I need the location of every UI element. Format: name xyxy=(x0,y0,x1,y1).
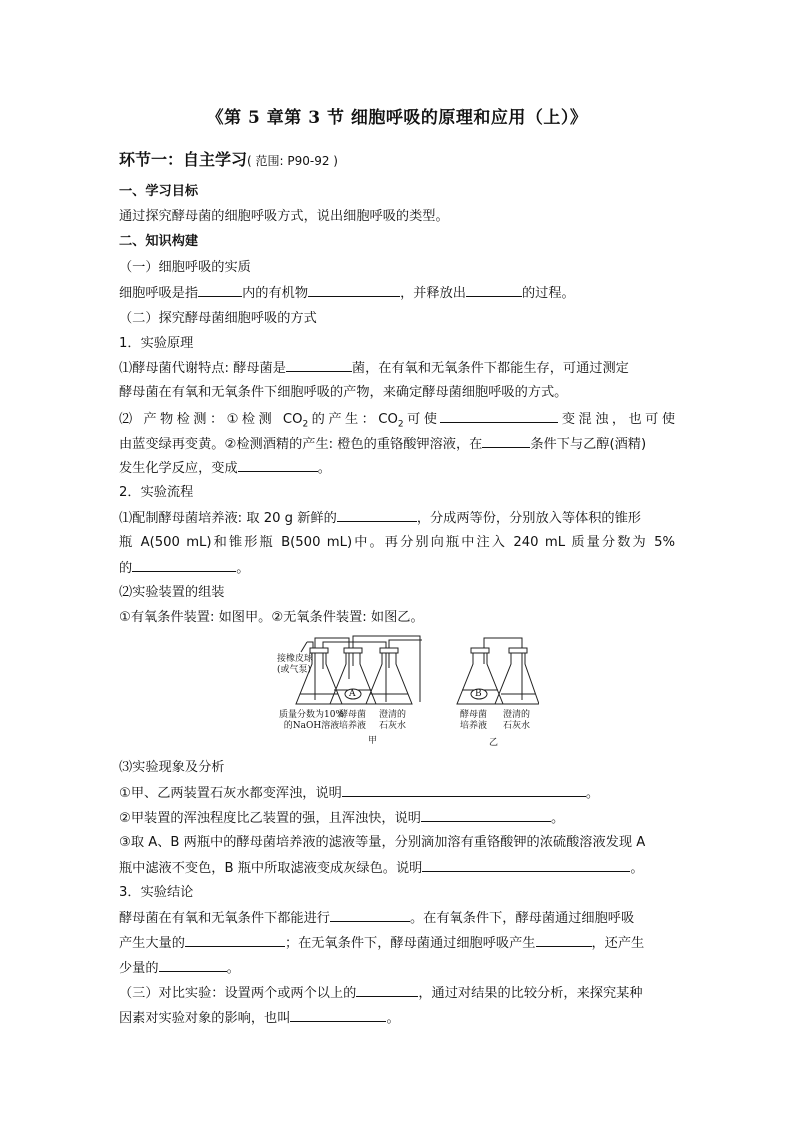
procedure-line-3: 的 。 xyxy=(119,558,249,579)
blank-field[interactable] xyxy=(422,858,630,872)
result-2: ②甲装置的浑浊程度比乙装置的强，且浑浊快，说明 。 xyxy=(119,808,564,829)
blank-field[interactable] xyxy=(482,434,530,448)
blank-field[interactable] xyxy=(185,933,285,947)
conclusion-line-2: 产生大量的 ；在无氧条件下，酵母菌通过细胞呼吸产生 ，还产生 xyxy=(119,933,644,954)
lime-label-2: 澄清的 石灰水 xyxy=(503,710,531,731)
procedure-line-2: 瓶 A(500 mL)和锥形瓶 B(500 mL)中。再分别向瓶中注入 240 mL 质量分数为 5% xyxy=(119,535,675,550)
blank-field[interactable] xyxy=(286,358,352,372)
principle-line-4: 由蓝变绿再变黄。②检测酒精的产生: 橙色的重铬酸钾溶液，在 条件下与乙醇(酒精) xyxy=(119,434,646,455)
blank-field[interactable] xyxy=(536,933,592,947)
section-heading xyxy=(119,147,338,170)
principle-line-2: 酵母菌在有氧和无氧条件下细胞呼吸的产物，来确定酵母菌细胞呼吸的方式。 xyxy=(119,385,568,400)
procedure-heading: 2．实验流程 xyxy=(119,485,194,500)
pump-label: 接橡皮球 (或气泵) xyxy=(277,654,314,675)
figure-yi-label: 乙 xyxy=(489,738,499,748)
objectives-text: 通过探究酵母菌的细胞呼吸方式，说出细胞呼吸的类型。 xyxy=(119,209,449,224)
procedure-line-1: ⑴配制酵母菌培养液: 取 20 g 新鲜的 ，分成两等份，分别放入等体积的锥形 xyxy=(119,508,641,529)
principle-line-3: ⑵ 产物检测：①检测 $CO_2$的产生：$CO_2$可使 变混浊，也可使 xyxy=(119,409,675,435)
blank-field[interactable] xyxy=(421,808,551,822)
page-title: 《第 5 章第 3 节 细胞呼吸的原理和应用（上）》 xyxy=(206,108,588,128)
flask-b-label: B xyxy=(475,689,482,699)
principle-line-1: ⑴酵母菌代谢特点: 酵母菌是 菌，在有氧和无氧条件下都能生存，可通过测定 xyxy=(119,358,629,379)
blank-field[interactable] xyxy=(342,783,586,797)
blank-field[interactable] xyxy=(238,458,318,472)
blank-field[interactable] xyxy=(356,983,418,997)
naoh-label: 质量分数为10% 的NaOH溶液 xyxy=(279,710,345,731)
conclusion-line-3: 少量的 。 xyxy=(119,958,240,979)
blank-field[interactable] xyxy=(132,558,236,572)
procedure-setup: ①有氧条件装置: 如图甲。②无氧条件装置: 如图乙。 xyxy=(119,610,424,625)
yeast-label-a: 酵母菌 培养液 xyxy=(339,710,367,731)
blank-field[interactable] xyxy=(198,283,242,297)
apparatus-figure xyxy=(279,634,539,759)
blank-field[interactable] xyxy=(466,283,522,297)
apparatus-diagram xyxy=(279,634,539,759)
comparison-line-1: （三）对比实验：设置两个或两个以上的 ，通过对结果的比较分析，来探究某种 xyxy=(119,983,643,1004)
subsection-essence-heading: （一）细胞呼吸的实质 xyxy=(119,260,251,275)
knowledge-heading: 二、知识构建 xyxy=(119,234,199,249)
essence-sentence: 细胞呼吸是指 内的有机物 ，并释放出 的过程。 xyxy=(119,283,575,304)
flask-lime-2 xyxy=(495,652,539,704)
comparison-line-2: 因素对实验对象的影响，也叫 。 xyxy=(119,1008,400,1029)
results-heading: ⑶实验现象及分析 xyxy=(119,760,225,775)
section-range: ( 范围: P90-92 ) xyxy=(247,154,338,168)
tube-5 xyxy=(484,638,522,648)
principle-heading: 1．实验原理 xyxy=(119,336,194,351)
result-1: ①甲、乙两装置石灰水都变浑浊，说明 。 xyxy=(119,783,599,804)
procedure-assembly: ⑵实验装置的组装 xyxy=(119,585,225,600)
blank-field[interactable] xyxy=(337,508,417,522)
blank-field[interactable] xyxy=(440,409,558,423)
tube-4 xyxy=(389,640,422,648)
blank-field[interactable] xyxy=(159,958,227,972)
blank-field[interactable] xyxy=(330,908,410,922)
objectives-heading: 一、学习目标 xyxy=(119,184,199,199)
blank-field[interactable] xyxy=(308,283,400,297)
result-3a: ③取 A、B 两瓶中的酵母菌培养液的滤液等量，分别滴加溶有重铬酸钾的浓硫酸溶液发现 A xyxy=(119,835,646,850)
figure-jia-label: 甲 xyxy=(368,736,378,746)
yeast-label-b: 酵母菌 培养液 xyxy=(460,710,488,731)
result-3b: 瓶中滤液不变色，B 瓶中所取滤液变成灰绿色。说明 。 xyxy=(119,858,644,879)
conclusion-heading: 3．实验结论 xyxy=(119,885,194,900)
blank-field[interactable] xyxy=(290,1008,386,1022)
subsection-yeast-heading: （二）探究酵母菌细胞呼吸的方式 xyxy=(119,311,317,326)
conclusion-line-1: 酵母菌在有氧和无氧条件下都能进行 。在有氧条件下，酵母菌通过细胞呼吸 xyxy=(119,908,634,929)
flask-a-label: A xyxy=(349,689,356,699)
tube-2 xyxy=(323,642,386,648)
lime-label-1: 澄清的 石灰水 xyxy=(379,710,407,731)
section-title: 环节一：自主学习 xyxy=(119,150,248,169)
principle-line-5: 发生化学反应，变成 。 xyxy=(119,458,331,479)
